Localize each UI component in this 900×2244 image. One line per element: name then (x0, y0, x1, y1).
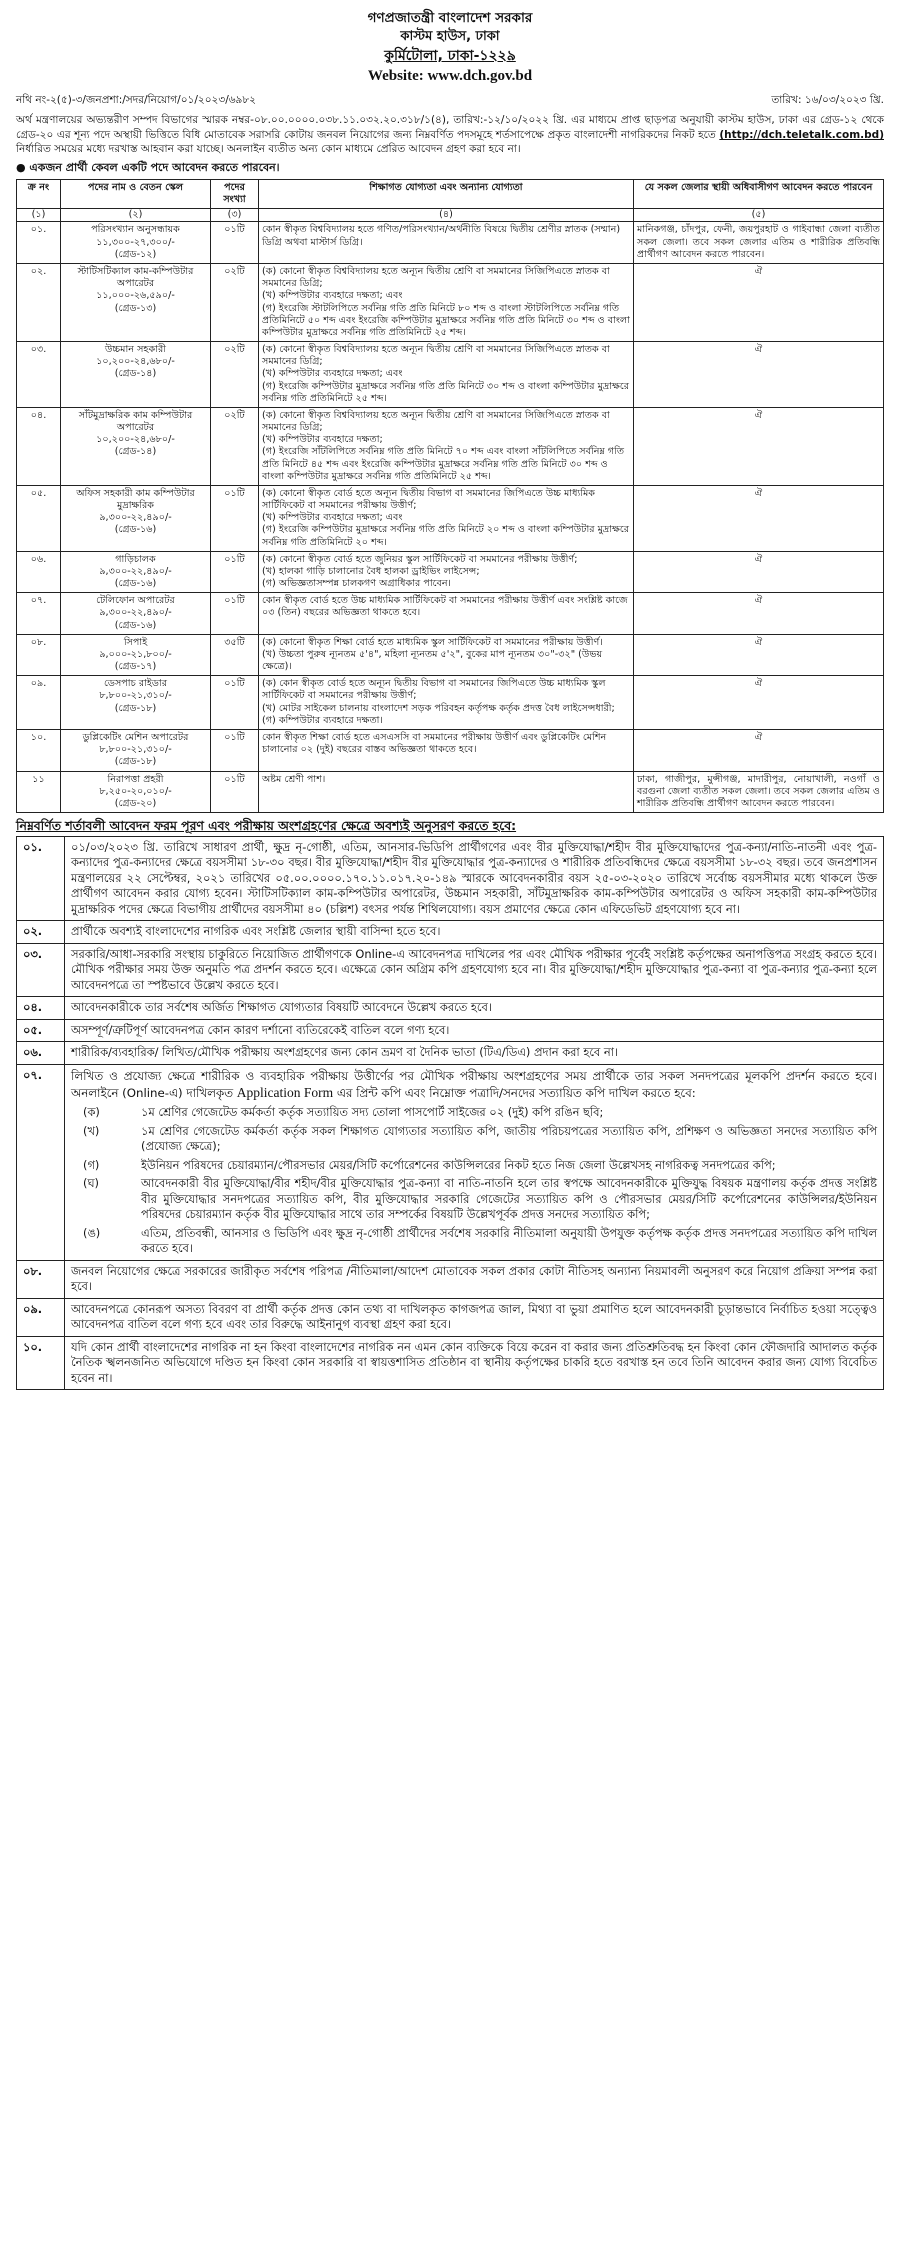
post-row (17, 771, 884, 813)
col-header-count: পদের সংখ্যা (211, 179, 259, 208)
conditions-title: নিম্নবর্ণিত শর্তাবলী আবেদন ফরম পূরণ এবং পরীক্ষায় অংশগ্রহণের ক্ষেত্রে অবশ্যই অনুসরণ করতে হবে: (16, 818, 517, 834)
post-grade: (গ্রেড-২০) (114, 797, 157, 809)
condition-text-tail: এর প্রিন্ট কপি এবং নিম্নোক্ত পত্রাদি/সনদের সত্যায়িত কপি দাখিল করতে হবে: (336, 1085, 696, 1100)
document-requirement (71, 1158, 877, 1174)
qualification-item: (খ) হালকা গাড়ি চালানোর বৈধ হালকা ড্রাইভিং লাইসেন্স; (262, 565, 480, 577)
post-name: ডুপ্লিকেটিং মেশিন অপারেটর (82, 732, 189, 743)
qualification-item: (গ) কম্পিউটার ব্যবহারে দক্ষতা। (262, 714, 383, 726)
post-eligible-districts: ঐ (634, 263, 884, 341)
condition-intro (71, 1068, 877, 1102)
post-serial: ১১ (17, 771, 61, 813)
intro-text: অর্থ মন্ত্রণালয়ের অভ্যন্তরীণ সম্পদ বিভাগের স্মারক নম্বর-০৮.০০.০০০০.০৩৮.১১.০৩২.২০.৩১৮/১(৪), তারিখ:-১২/১০/২০২২ খ্রি. এর মাধ্যমে প্রাপ্ত ছাড়পত্র অনুযায়ী কাস্টম হাউস, ঢাকা এর গ্রেড-১২ থেকে গ্রেড-২০ এর শূন্য পদে অস্থায়ী ভিত্তিতে বিধি মোতাবেক সরাসরি কোটায় জনবল নিয়োগের জন্য নিম্নবর্ণিত পদসমূহে শর্তসাপেক্ষে প্রকৃত বাংলাদেশী নাগরিকদের নিকট হতে (16, 114, 884, 141)
post-serial: ০৭. (17, 593, 61, 635)
document-requirement-key: (ক) (83, 1105, 100, 1120)
post-pay-scale: ৯,৩০০-২২,৪৯০/- (99, 565, 172, 577)
post-qualification (259, 342, 634, 408)
qualification-item: (গ) অভিজ্ঞতাসম্পন্ন চালকগণ অগ্রাধিকার পাবেন। (262, 578, 451, 590)
memo-number: নথি নং-২(৫)-৩/জনপ্রশা:/সদর/নিয়োগ/০১/২০২৩/৬৯৮২ (16, 93, 257, 106)
post-name: নিরাপত্তা প্রহরী (107, 773, 164, 785)
post-serial: ০৪. (17, 407, 61, 485)
post-pay-scale: ১১,৩০০-২৭,৩০০/- (96, 236, 175, 248)
condition-number: ০৬. (17, 1042, 65, 1065)
condition-text: ০১/০৩/২০২৩ খ্রি. তারিখে সাধারণ প্রার্থী, ক্ষুদ্র নৃ-গোষ্ঠী, এতিম, আনসার-ভিডিপি প্রার্থীগণের এবং বীর মুক্তিযোদ্ধা/শহীদ বীর মুক্তিযোদ্ধাদের পুত্র-কন্যা/নাতি-নাতনী এবং পুত্র-কন্যাদের পুত্র-কন্যাদের ক্ষেত্রে বয়সসীমা ১৮-৩০ বছর। বীর মুক্তিযোদ্ধা/শহীদ বীর মুক্তিযোদ্ধার পুত্র-কন্যাদের ও শারীরিক প্রতিবন্ধিদের ক্ষেত্রে বয়সসীমা ১৮-৩২ বছর। তবে জনপ্রশাসন মন্ত্রণালয়ের ২২ সেপ্টেম্বর, ২০২১ তারিখের ০৫.০০.০০০০.১৭০.১১.০১৭.২০-১৪৯ স্মারকে আবেদনকারীর বয়স ২৫-০৩-২০২০ তারিখে সর্বোচ্চ বয়সসীমার মধ্যে থাকলে উক্ত প্রার্থীগণ আবেদন করার যোগ্য হবেন। স্টাটিসটিক্যাল কাম-কম্পিউটার অপারেটর, উচ্চমান সহকারী, সাঁটমুদ্রাক্ষরিক কাম-কম্পিউটার অপারেটর ও অফিস সহকারী কাম-কম্পিউটার মুদ্রাক্ষরিক পদের ক্ষেত্রে বিভাগীয় প্রার্থীদের বয়সসীমা ৪০ (চল্লিশ) বৎসর পর্যন্ত শিথিলযোগ্য। বয়স প্রমাণের ক্ষেত্রে কোন এফিডেভিট গ্রহণযোগ্য হবে না। (71, 839, 877, 916)
post-serial: ০৬. (17, 551, 61, 593)
condition-text-cell (65, 836, 884, 921)
govt-title: গণপ্রজাতন্ত্রী বাংলাদেশ সরকার (367, 10, 533, 26)
document-requirement (71, 1105, 877, 1121)
post-qualification (259, 407, 634, 485)
intro-text-tail: নির্ধারিত সময়ের মধ্যে দরখাস্ত আহবান করা যাচ্ছে। অনলাইন ব্যতীত অন্য কোন মাধ্যমে প্রেরিত আবেদন গ্রহণ করা হবে না। (16, 143, 521, 156)
post-row (17, 551, 884, 593)
condition-row (17, 1336, 884, 1390)
post-name: গাড়িচালক (115, 553, 156, 565)
post-name-cell (61, 634, 211, 676)
post-name-cell (61, 593, 211, 635)
condition-text: আবেদনকারীকে তার সর্বশেষ অর্জিত শিক্ষাগত যোগ্যতার বিষয়টি আবেদনে উল্লেখ করতে হবে। (71, 1000, 492, 1015)
qualification-item: অষ্টম শ্রেণী পাশ। (262, 773, 326, 785)
post-grade: (গ্রেড-১৭) (114, 661, 157, 673)
post-count: ০২টি (211, 342, 259, 408)
post-row (17, 730, 884, 772)
qualification-item: (গ) ইংরেজি কম্পিউটার মুদ্রাক্ষরে সর্বনিম্ন গতি প্রতি মিনিটে ২০ শব্দ ও বাংলা কম্পিউটার মুদ্রাক্ষরে সর্বনিম্ন গতি প্রতিমিনিটে ২০ শব্দ। (262, 524, 629, 548)
post-qualification (259, 593, 634, 635)
post-name-cell (61, 222, 211, 264)
qualification-item: (গ) ইংরেজি স্টাটলিপিতে সর্বনিম্ন গতি প্রতি মিনিটে ৮০ শব্দ ও বাংলা স্টাটলিপিতে সর্বনিম্ন গতি প্রতিমিনিটে ৫০ শব্দ এবং ইংরেজি কম্পিউটার মুদ্রাক্ষরে সর্বনিম্ন গতি প্রতি মিনিটে ৩০ শব্দ ও বাংলা কম্পিউটার মুদ্রাক্ষরে সর্বনিম্ন গতি প্রতিমিনিটে ২৫ শব্দ। (262, 302, 630, 338)
post-name: উচ্চমান সহকারী (105, 344, 166, 356)
col-number: (৫) (634, 209, 884, 222)
post-name-cell (61, 407, 211, 485)
post-pay-scale: ৮,২৫০-২০,০১০/- (99, 785, 172, 797)
condition-number: ০১. (17, 836, 65, 921)
post-grade: (গ্রেড-১৩) (114, 302, 157, 314)
post-pay-scale: ১০,২০০-২৪,৬৮০/- (96, 356, 175, 368)
post-pay-scale: ৯,৩০০-২২,৪৯০/- (99, 607, 172, 619)
condition-number: ০৭. (17, 1064, 65, 1260)
post-grade: (গ্রেড-১৪) (114, 446, 157, 458)
col-number: (৩) (211, 209, 259, 222)
post-row (17, 634, 884, 676)
condition-text: সরকারি/আধা-সরকারি সংস্থায় চাকুরিতে নিয়োজিত প্রার্থীগণকে Online-এ আবেদনপত্র দাখিলের পর এবং মৌখিক পরীক্ষার পূর্বেই সংশ্লিষ্ট কর্তৃপক্ষের অনাপত্তিপত্র সংগ্রহ করতে হবে। মৌখিক পরীক্ষার সময় উক্ত অনুমতি পত্র প্রদর্শন করতে হবে। এক্ষেত্রে কোন অগ্রিম কপি গ্রহণযোগ্য হবে না। বীর মুক্তিযোদ্ধা/শহীদ মুক্তিযোদ্ধার পুত্র-কন্যা বা পুত্র-কন্যার পুত্র-কন্যা হলে আবেদনপত্রে তা স্পষ্টভাবে উল্লেখ করতে হবে। (71, 946, 877, 992)
post-grade: (গ্রেড-১২) (114, 248, 157, 260)
memo-date: তারিখ: ১৬/০৩/২০২৩ খ্রি. (771, 93, 884, 106)
post-eligible-districts: ঐ (634, 676, 884, 730)
post-count: ০১টি (211, 593, 259, 635)
post-name: স্টাটিসটিক্যাল কাম-কম্পিউটার অপারেটর (77, 265, 194, 290)
post-eligible-districts: ঐ (634, 634, 884, 676)
letterhead (16, 10, 884, 86)
post-count: ০১টি (211, 222, 259, 264)
post-name: পরিসংখ্যান অনুসন্ধায়ক (91, 224, 180, 236)
qualification-item: (খ) মোটর সাইকেল চালনায় বাংলাদেশ সড়ক পরিবহন কর্তৃপক্ষ কর্তৃক প্রদত্ত বৈধ লাইসেন্সধারী; (262, 702, 615, 714)
post-name-cell (61, 342, 211, 408)
posts-table-body (17, 222, 884, 813)
post-name: সাঁটমুদ্রাক্ষরিক কাম কম্পিউটার অপারেটর (78, 409, 193, 434)
post-count: ০২টি (211, 407, 259, 485)
condition-row (17, 1019, 884, 1042)
qualification-item: (ক) কোনো স্বীকৃত শিক্ষা বোর্ড হতে মাধ্যমিক স্কুল সার্টিফিকেট বা সমমানের পরীক্ষায় উত্তীর্ণ। (262, 636, 603, 648)
post-name: সিপাই (123, 636, 148, 648)
post-serial: ১০. (17, 730, 61, 772)
post-qualification (259, 730, 634, 772)
condition-text-cell (65, 1042, 884, 1065)
col-number: (২) (61, 209, 211, 222)
post-grade: (গ্রেড-১৬) (114, 619, 157, 631)
qualification-item: (খ) উচ্চতা পুরুষ ন্যূনতম ৫'৪", মহিলা ন্যূনতম ৫'২", বুকের মাপ ন্যূনতম ৩০"-৩২" (উভয় ক্ষেত্রে)। (262, 648, 603, 673)
post-eligible-districts: ঐ (634, 485, 884, 551)
post-row (17, 407, 884, 485)
qualification-item: (খ) কম্পিউটার ব্যবহারে দক্ষতা; এবং (262, 368, 403, 380)
post-count: ০১টি (211, 551, 259, 593)
post-name-cell (61, 485, 211, 551)
post-grade: (গ্রেড-১৬) (114, 524, 157, 536)
post-count: ০১টি (211, 730, 259, 772)
post-eligible-districts: ঐ (634, 551, 884, 593)
conditions-table (16, 836, 884, 1390)
qualification-item: কোন স্বীকৃত শিক্ষা বোর্ড হতে এসএসসি বা সমমানের পরীক্ষায় উত্তীর্ণ এবং ডুপ্লিকেটিং মেশিন চালানোর ০২ (দুই) বছরের বাস্তব অভিজ্ঞতা থাকতে হবে। (262, 732, 607, 756)
document-requirement (71, 1176, 877, 1223)
document-requirement-text: ১ম শ্রেণির গেজেটেড কর্মকর্তা কর্তৃক সত্যায়িত সদ্য তোলা পাসপোর্ট সাইজের ০২ (দুই) কপি রঙিন ছবি; (141, 1105, 604, 1120)
condition-text: যদি কোন প্রার্থী বাংলাদেশের নাগরিক না হন কিংবা বাংলাদেশের নাগরিক নন এমন কোন ব্যক্তিকে বিয়ে করেন বা করার জন্য প্রতিশ্রুতিবদ্ধ হন কিংবা কোন ফৌজদারি আদালত কর্তৃক নৈতিক স্খলনজনিত অভিযোগে দণ্ডিত হন কিংবা কোন সরকারি বা স্বায়ত্তশাসিত প্রতিষ্ঠান বা স্থানীয় কর্তৃপক্ষের চাকরি হতে বরখাস্ত হন তবে তিনি আবেদন করার জন্য যোগ্য বিবেচিত হবেন না। (71, 1339, 877, 1385)
document-requirement-key: (গ) (83, 1157, 100, 1172)
post-pay-scale: ১১,০০০-২৬,৫৯০/- (96, 290, 175, 302)
post-count: ০২টি (211, 263, 259, 341)
condition-row (17, 921, 884, 944)
post-eligible-districts: ঐ (634, 593, 884, 635)
qualification-item: (গ) ইংরেজি কম্পিউটার মুদ্রাক্ষরে সর্বনিম্ন গতি প্রতি মিনিটে ৩০ শব্দ ও বাংলা কম্পিউটার মুদ্রাক্ষরে সর্বনিম্ন গতি প্রতিমিনিটে ২৫ শব্দ। (262, 380, 629, 404)
post-pay-scale: ৯,৩০০-২২,৪৯০/- (99, 512, 172, 524)
post-grade: (গ্রেড-১৬) (114, 578, 157, 590)
condition-number: ১০. (17, 1336, 65, 1390)
condition-text-cell (65, 1260, 884, 1298)
condition-text: প্রার্থীকে অবশ্যই বাংলাদেশের নাগরিক এবং সংশ্লিষ্ট জেলার স্থায়ী বাসিন্দা হতে হবে। (71, 924, 441, 939)
condition-row (17, 1260, 884, 1298)
document-requirement-text: এতিম, প্রতিবন্ধী, আনসার ও ভিডিপি এবং ক্ষুদ্র নৃ-গোষ্ঠী প্রার্থীদের সর্বশেষ সরকারি নীতিমালা অনুযায়ী উপযুক্ত কর্তৃপক্ষ কর্তৃক প্রদত্ত সনদপত্রের সত্যায়িত কপি দাখিল করতে হবে। (141, 1225, 877, 1256)
condition-text-cell (65, 943, 884, 997)
post-count: ০১টি (211, 676, 259, 730)
post-name-cell (61, 730, 211, 772)
document-requirement-text: ইউনিয়ন পরিষদের চেয়ারম্যান/পৌরসভার মেয়র/সিটি কর্পোরেশনের কাউন্সিলরের নিকট হতে নিজ জেলা উল্লেখসহ নাগরিকত্ব সনদপত্রের কপি; (141, 1157, 776, 1172)
post-pay-scale: ৯,০০০-২১,৮০০/- (99, 648, 172, 660)
application-form-label: Application Form (236, 1084, 334, 1100)
condition-number: ০৪. (17, 997, 65, 1020)
condition-row (17, 1298, 884, 1336)
condition-number: ০২. (17, 921, 65, 944)
post-grade: (গ্রেড-১৮) (114, 756, 157, 768)
post-row (17, 676, 884, 730)
condition-number: ০৮. (17, 1260, 65, 1298)
condition-text: লিখিত ও প্রযোজ্য ক্ষেত্রে শারীরিক ও ব্যবহারিক পরীক্ষায় উত্তীর্ণের পর মৌখিক পরীক্ষায় অংশগ্রহণের সময় প্রার্থীকে তার সকল সনদপত্রের মূলকপি প্রদর্শন করতে হবে। অনলাইনে (Online-এ) দাখিলকৃত (71, 1068, 877, 1100)
condition-number: ০৯. (17, 1298, 65, 1336)
qualification-item: (ক) কোনো স্বীকৃত বোর্ড হতে অন্যূন দ্বিতীয় বিভাগ বা সমমানের জিপিএতে উচ্চ মাধ্যমিক সার্টিফিকেট বা সমমানের পরীক্ষায় উত্তীর্ণ; (262, 487, 596, 512)
office-name: কাস্টম হাউস, ঢাকা (400, 29, 500, 45)
post-row (17, 222, 884, 264)
post-eligible-districts: মানিকগঞ্জ, চাঁদপুর, ফেনী, জয়পুরহাট ও গাইবান্ধা জেলা ব্যতীত সকল জেলা। তবে সকল জেলার এতিম ও শারীরিক প্রতিবন্ধি প্রার্থীগণ আবেদন করতে পারবেন। (634, 222, 884, 264)
condition-text-cell (65, 1064, 884, 1260)
post-row (17, 342, 884, 408)
col-number: (৪) (259, 209, 634, 222)
conditions-table-body (17, 836, 884, 1389)
condition-row (17, 997, 884, 1020)
qualification-item: (ক) কোনো স্বীকৃত বিশ্ববিদ্যালয় হতে অন্যূন দ্বিতীয় শ্রেণি বা সমমানের সিজিপিএতে স্নাতক বা সমমানের ডিগ্রি; (262, 409, 610, 434)
post-name-cell (61, 551, 211, 593)
qualification-item: (খ) কম্পিউটার ব্যবহারে দক্ষতা; (262, 434, 383, 446)
post-serial: ০৮. (17, 634, 61, 676)
office-address: কুর্মিটোলা, ঢাকা-১২২৯ (384, 47, 516, 64)
condition-row (17, 943, 884, 997)
qualification-item: (ক) কোনো স্বীকৃত বোর্ড হতে জুনিয়র স্কুল সার্টিফিকেট বা সমমানের পরীক্ষায় উত্তীর্ণ; (262, 553, 578, 565)
condition-text-cell (65, 1336, 884, 1390)
qualification-item: (খ) কম্পিউটার ব্যবহারে দক্ষতা; এবং (262, 512, 403, 524)
post-eligible-districts: ঢাকা, গাজীপুর, মুন্সীগঞ্জ, মাদারীপুর, নোয়াখালী, নওগাঁ ও বরগুনা জেলা ব্যতীত সকল জেলা। তবে সকল জেলার এতিম ও শারীরিক প্রতিবন্ধি প্রার্থীগণ আবেদন করতে পারবেন। (634, 771, 884, 813)
memo-line (16, 94, 884, 107)
post-eligible-districts: ঐ (634, 407, 884, 485)
condition-text: আবেদনপত্রে কোনরূপ অসত্য বিবরণ বা প্রার্থী কর্তৃক প্রদত্ত কোন তথ্য বা দাখিলকৃত কাগজপত্র জাল, মিথ্যা বা ভুয়া প্রমাণিত হলে আবেদনকারী চূড়ান্তভাবে নির্বাচিত হওয়া সত্ত্বেও আবেদনপত্র বাতিল বলে গণ্য হবে এবং তার বিরুদ্ধে আইনানুগ ব্যবস্থা গ্রহণ করা হবে। (71, 1301, 877, 1332)
post-count: ৩৫টি (211, 634, 259, 676)
qualification-item: (ক) কোনো স্বীকৃত বিশ্ববিদ্যালয় হতে অন্যূন দ্বিতীয় শ্রেণি বা সমমানের সিজিপিএতে স্নাতক বা সমমানের ডিগ্রি; (262, 265, 610, 290)
post-qualification (259, 634, 634, 676)
post-row (17, 593, 884, 635)
post-eligible-districts: ঐ (634, 342, 884, 408)
posts-table-header (17, 179, 884, 208)
post-pay-scale: ১০,২০০-২৪,৬৮০/- (96, 434, 175, 446)
post-name-cell (61, 771, 211, 813)
post-serial: ০৯. (17, 676, 61, 730)
col-header-districts: যে সকল জেলার স্থায়ী অধিবাসীগণ আবেদন করতে পারবেন (634, 179, 884, 208)
post-grade: (গ্রেড-১৮) (114, 702, 157, 714)
post-grade: (গ্রেড-১৪) (114, 368, 157, 380)
col-number: (১) (17, 209, 61, 222)
col-header-post: পদের নাম ও বেতন স্কেল (61, 179, 211, 208)
condition-text: শারীরিক/ব্যবহারিক/ লিখিত/মৌখিক পরীক্ষায় অংশগ্রহণের জন্য কোন ভ্রমণ বা দৈনিক ভাতা (টিএ/ডিএ) প্রদান করা হবে না। (71, 1045, 619, 1060)
post-name-cell (61, 676, 211, 730)
document-requirement-key: (ঘ) (83, 1176, 99, 1191)
post-count: ০১টি (211, 485, 259, 551)
condition-row (17, 1042, 884, 1065)
posts-table (16, 179, 884, 813)
application-link[interactable]: (http://dch.teletalk.com.bd) (719, 128, 884, 141)
post-qualification (259, 771, 634, 813)
condition-text: জনবল নিয়োগের ক্ষেত্রে সরকারের জারীকৃত সর্বশেষ পরিপত্র /নীতিমালা/আদেশ মোতাবেক সকল প্রকার কোটা নীতিসহ অন্যান্য নিয়মাবলী অনুসরণ করে নিয়োগ প্রক্রিয়া সম্পন্ন করা হবে। (71, 1263, 877, 1294)
document-requirement-text: আবেদনকারী বীর মুক্তিযোদ্ধা/বীর শহীদ/বীর মুক্তিযোদ্ধার পুত্র-কন্যা বা নাতি-নাতনি হলে তার স্বপক্ষে আবেদনকারীকে মুক্তিযুদ্ধ বিষয়ক মন্ত্রণালয় কর্তৃক প্রদত্ত সংশ্লিষ্ট বীর মুক্তিযোদ্ধার সনদপত্রের সত্যায়িত কপি, বীর মুক্তিযোদ্ধার সরকারি গেজেটের সত্যায়িত কপি ও পৌরসভার মেয়র/সিটি কর্পোরেশনের কাউন্সিলর/ইউনিয়ন পরিষদের চেয়ারম্যান কর্তৃক বীর মুক্তিযোদ্ধার সাথে তার সম্পর্কের বিষয়টি উল্লেখপূর্বক প্রদত্ত সনদের সত্যায়িত কপি; (141, 1176, 877, 1222)
qualification-item: (ক) কোনো স্বীকৃত বিশ্ববিদ্যালয় হতে অন্যূন দ্বিতীয় শ্রেণি বা সমমানের সিজিপিএতে স্নাতক বা সমমানের ডিগ্রি; (262, 344, 610, 368)
col-header-sl: ক্র নং (17, 179, 61, 208)
post-pay-scale: ৮,৮০০-২১,৩১০/- (99, 744, 172, 756)
document-requirement (71, 1226, 877, 1257)
post-eligible-districts: ঐ (634, 730, 884, 772)
post-count: ০১টি (211, 771, 259, 813)
document-requirement-text: ১ম শ্রেণির গেজেটেড কর্মকর্তা কর্তৃক সকল শিক্ষাগত যোগ্যতার সত্যায়িত কপি, জাতীয় পরিচয়পত্রের সত্যায়িত কপি, প্রশিক্ষণ ও অভিজ্ঞতা সনদের সত্যায়িত কপি (প্রযোজ্য ক্ষেত্রে); (141, 1123, 877, 1154)
post-name: টেলিফোন অপারেটর (96, 595, 175, 607)
post-pay-scale: ৮,৮০০-২১,৩১০/- (99, 690, 172, 702)
office-website: Website: www.dch.gov.bd (367, 67, 533, 84)
document-requirement-key: (ঙ) (83, 1225, 101, 1240)
post-qualification (259, 676, 634, 730)
post-qualification (259, 263, 634, 341)
condition-text: অসম্পূর্ণ/ত্রুটিপূর্ণ আবেদনপত্র কোন কারণ দর্শানো ব্যতিরেকেই বাতিল বলে গণ্য হবে। (71, 1022, 450, 1037)
condition-text-cell (65, 1019, 884, 1042)
condition-number: ০৩. (17, 943, 65, 997)
post-serial: ০২. (17, 263, 61, 341)
qualification-item: (গ) ইংরেজি সাঁটলিপিতে সর্বনিম্ন গতি প্রতি মিনিটে ৭০ শব্দ এবং বাংলা সাঁটলিপিতে সর্বনিম্ন গতি প্রতি মিনিটে ৪৫ শব্দ এবং ইংরেজি কম্পিউটার মুদ্রাক্ষরে সর্বনিম্ন গতি প্রতি মিনিটে ৩০ শব্দ ও বাংলা কম্পিউটার মুদ্রাক্ষরে সর্বনিম্ন গতি প্রতিমিনিটে ২৫ শব্দ। (262, 446, 625, 482)
post-serial: ০১. (17, 222, 61, 264)
qualification-item: কোন স্বীকৃত বিশ্ববিদ্যালয় হতে গণিত/পরিসংখ্যান/অর্থনীতি বিষয়ে দ্বিতীয় শ্রেণীর স্নাতক (সম্মান) ডিগ্রি অথবা মাস্টার্স ডিগ্রি। (262, 224, 621, 248)
post-serial: ০৫. (17, 485, 61, 551)
post-name-cell (61, 263, 211, 341)
qualification-item: কোন স্বীকৃত বোর্ড হতে উচ্চ মাধ্যমিক সার্টিফিকেট বা সমমানের পরীক্ষায় উত্তীর্ণ এবং সংশ্লিষ্ট কাজে ০৩ (তিন) বছরের অভিজ্ঞতা থাকতে হবে। (262, 595, 628, 619)
condition-text-cell (65, 921, 884, 944)
intro-paragraph (16, 113, 884, 156)
post-qualification (259, 551, 634, 593)
condition-text-cell (65, 997, 884, 1020)
condition-number: ০৫. (17, 1019, 65, 1042)
post-serial: ০৩. (17, 342, 61, 408)
condition-text-cell (65, 1298, 884, 1336)
document-requirement-key: (খ) (83, 1123, 100, 1138)
post-qualification (259, 485, 634, 551)
condition-row (17, 1064, 884, 1260)
post-qualification (259, 222, 634, 264)
qualification-item: (খ) কম্পিউটার ব্যবহারে দক্ষতা; এবং (262, 290, 403, 302)
post-row (17, 263, 884, 341)
col-header-qualification: শিক্ষাগত যোগ্যতা এবং অন্যান্য যোগ্যতা (259, 179, 634, 208)
post-row (17, 485, 884, 551)
qualification-item: (ক) কোন স্বীকৃত বোর্ড হতে অন্যূন দ্বিতীয় বিভাগ বা সমমানের জিপিএতে উচ্চ মাধ্যমিক স্কুল সার্টিফিকেট বা সমমানের পরীক্ষায় উত্তীর্ণ; (262, 678, 606, 702)
post-name: অফিস সহকারী কাম কম্পিউটার মুদ্রাক্ষরিক (76, 487, 195, 512)
post-name: ডেসপাচ রাইডার (104, 678, 167, 690)
condition-row (17, 836, 884, 921)
single-post-note: ● একজন প্রার্থী কেবল একটি পদে আবেদন করতে পারবেন। (16, 160, 280, 174)
col-number-row (17, 209, 884, 222)
document-requirement (71, 1124, 877, 1155)
